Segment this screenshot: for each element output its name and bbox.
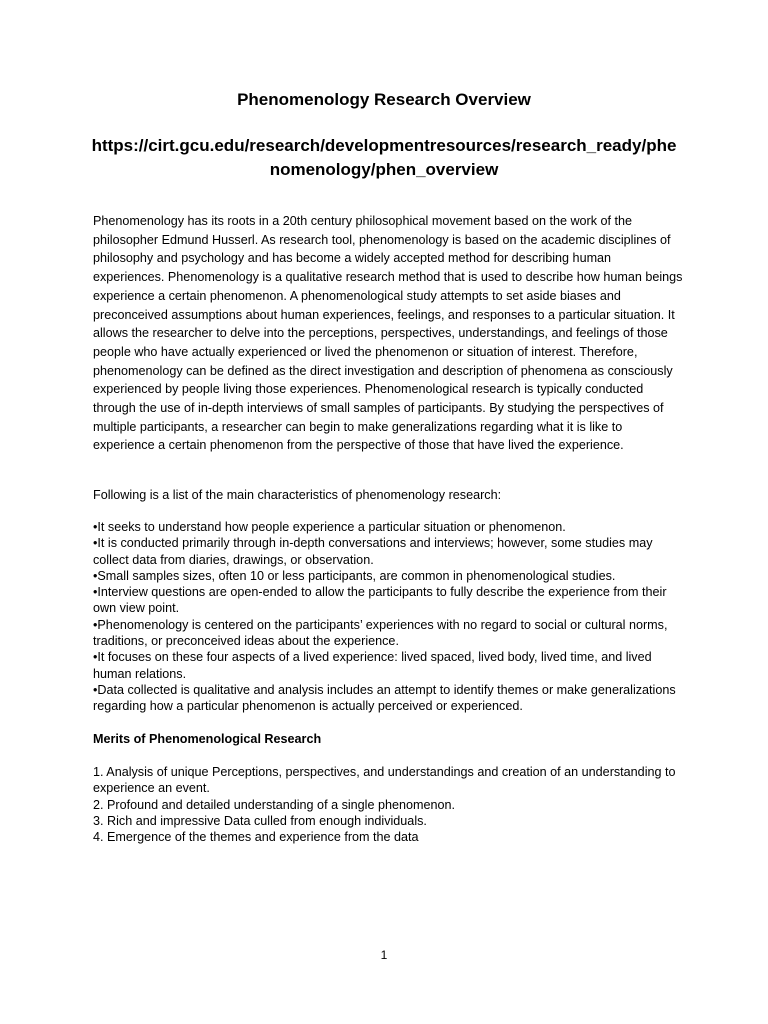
list-item: •Data collected is qualitative and analysis includes an attempt to identify themes or make generalizations regarding how a particular phenomenon is actually perceived or experienced. [93,682,676,714]
characteristics-list [93,519,683,715]
page-number: 1 [380,948,388,962]
characteristics-intro: Following is a list of the main characteristics of phenomenology research: [93,488,502,502]
list-item: •Interview questions are open-ended to allow the participants to fully describe the experience from their own view point. [93,585,667,616]
list-item: •It focuses on these four aspects of a lived experience: lived spaced, lived body, lived time, and lived human relations. [93,650,652,681]
merits-heading: Merits of Phenomenological Research [93,732,322,746]
source-url: https://cirt.gcu.edu/research/developmentresources/research_ready/phenomenology/phen_overview [91,136,677,179]
list-item: •Small samples sizes, often 10 or less participants, are common in phenomenological studies. [93,568,616,583]
list-item: •It seeks to understand how people experience a particular situation or phenomenon. [93,520,566,534]
list-item: •It is conducted primarily through in-depth conversations and interviews; however, some studies may collect data from diaries, drawings, or observation. [93,536,653,567]
list-item: 2. Profound and detailed understanding of a single phenomenon. [93,797,455,812]
list-item: •Phenomenology is centered on the participants’ experiences with no regard to social or cultural norms, traditions, or preconceived ideas about the experience. [93,617,668,649]
merits-list [93,764,683,845]
intro-paragraph: Phenomenology has its roots in a 20th century philosophical movement based on the work of the philosopher Edmund Husserl. As research tool, phenomenology is based on the academic disciplines of philosophy and psychology and has become a widely accepted method for describing human experiences. Phenomenology is a qualitative research method that is used to describe how human beings experience a certain phenomenon. A phenomenological study attempts to set aside biases and preconceived assumptions about human experiences, feelings, and responses to a particular situation. It allows the researcher to delve into the perceptions, perspectives, understandings, and feelings of those people who have actually experienced or lived the phenomenon or situation of interest. Therefore, phenomenology can be defined as the direct investigation and description of phenomena as consciously experienced by people living those experiences. Phenomenological research is typically conducted through the use of in-depth interviews of small samples of participants. By studying the perspectives of multiple participants, a researcher can begin to make generalizations regarding what it is like to experience a certain phenomenon from the perspective of those that have lived the experience. [93,214,683,453]
document-title: Phenomenology Research Overview [237,90,531,109]
list-item: 3. Rich and impressive Data culled from enough individuals. [93,813,427,828]
list-item: 4. Emergence of the themes and experience from the data [93,830,419,845]
list-item: 1. Analysis of unique Perceptions, perspectives, and understandings and creation of an understanding to experience an event. [93,765,676,796]
